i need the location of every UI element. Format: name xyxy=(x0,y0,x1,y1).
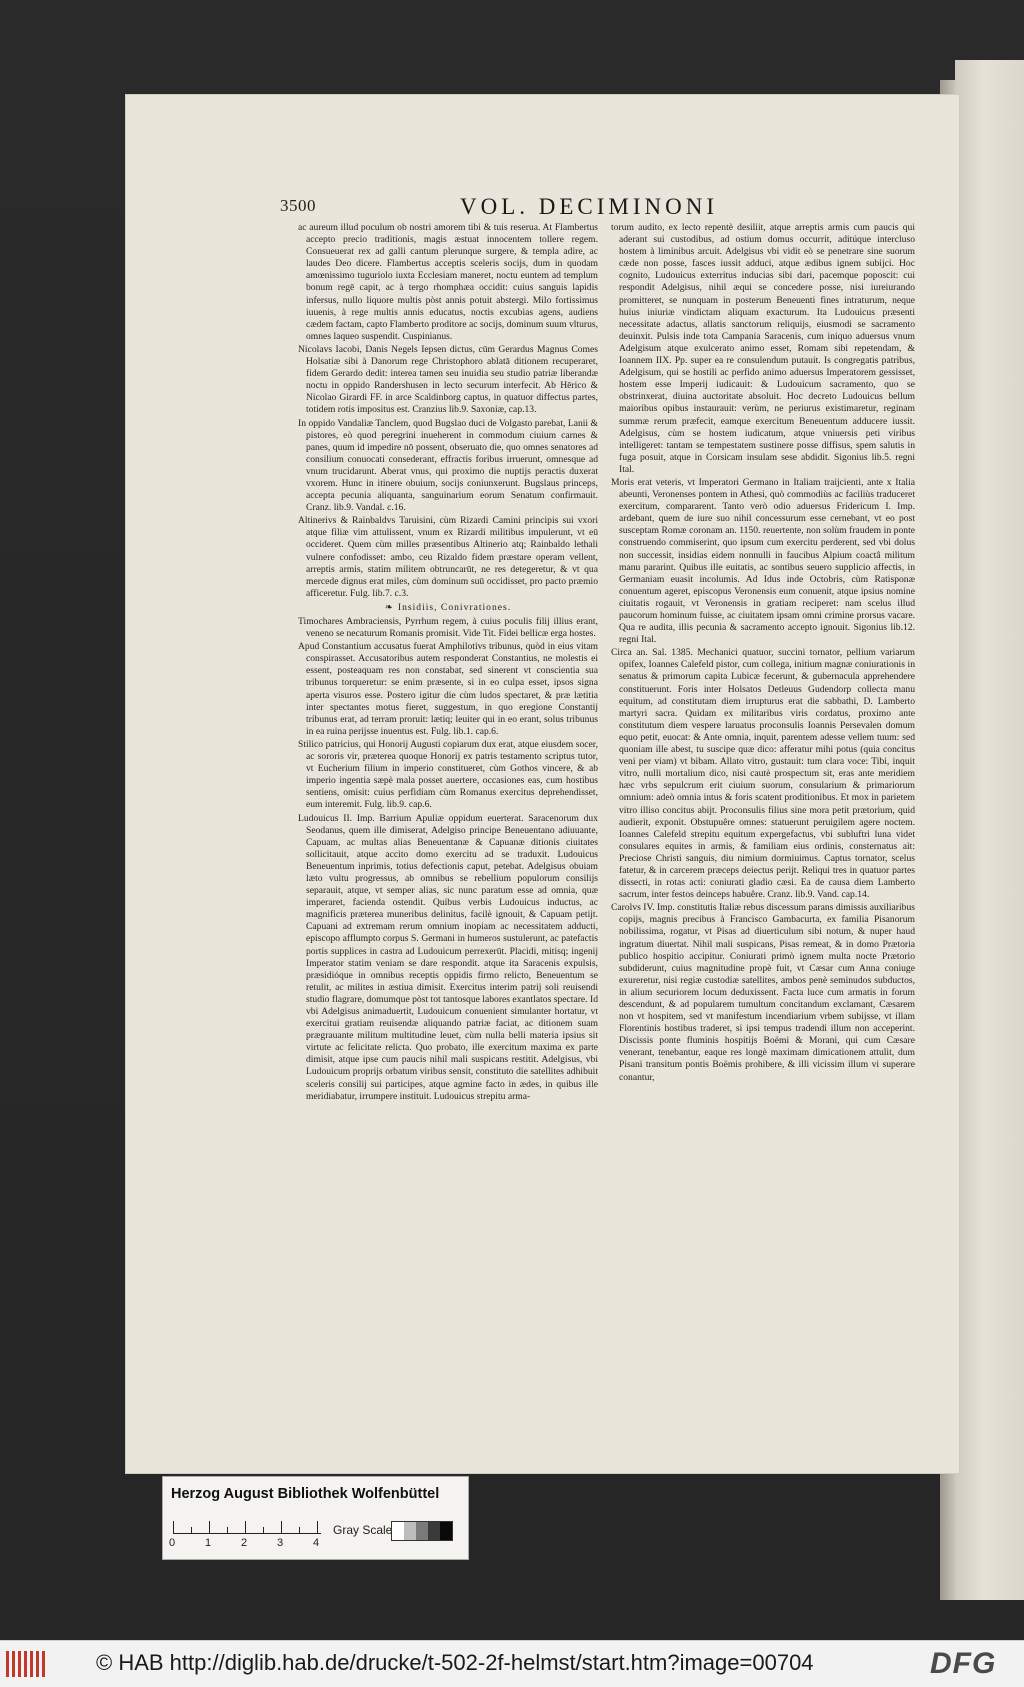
paragraph: Carolvs IV. Imp. constitutis Italiæ rebus discessum parans dimissis auxiliaribus copijs, magnis precibus à Francisco Gambacurta, ex familia Pisanorum nobilissima, rogatur, vt Pisas ad diuerticulum sibi notum, & nuper haud ingratum diuertat. Nihil mali suspicans, Pisas remeat, & in domo Prætoria publico hospitio accipitur. Coniurati primò ignem multa nocte Prætorio subdiderunt, cuius magnitudine propè fuit, vt Cæsar cum Anna coniuge exureretur, nisi regiæ custodiæ satellites, ambos penè seminudos subductos, in alium securiorem locum deduxissent. Facta luce cum armatis in forum descendunt, & ad popularem tumultum concitandum exclamant, Cæsarem non vt hospitem, sed vt manifestum incendiarium vrbem subijsse, vt illam Florentinis hostibus traderet, si ipsi tempus tradendi illum non acceperint. Discissis ponte fluminis hospitijs Boëmi & Morani, qui cum Cæsare venerant, tenebantur, eaque res longè maximam dimicationem attulit, dum Pisani transitum pontis Boëmis prohibere, & illi vicissim illum vi superare conantur, xyxy=(611,902,915,1083)
ruler-tick xyxy=(245,1521,246,1533)
paragraph: Timochares Ambraciensis, Pyrrhum regem, à cuius poculis filij illius erant, veneno se necaturum Romanis promisit. Vide Tit. Fidei bellicæ erga hostes. xyxy=(298,616,598,640)
gray-swatch xyxy=(392,1522,404,1540)
right-column xyxy=(611,222,915,1294)
page-header xyxy=(280,194,800,224)
paragraph: Apud Constantium accusatus fuerat Amphilotivs tribunus, quòd in eius vitam conspirasset. Accusatoribus autem responderat Constantius, ne molestis ei essent, posteaquam res non constabat, sed sinerent vt conscientia sua tribunus torqueretur: se enim præsente, si in eo culpa esset, ipsos signa aperta visuros esse. Postero igitur die cùm ludos spectaret, & præ lætitia inter spectantes motus fieret, suggestum, in quo eregione Constantij tribunus erat, ad terram proruit: lætiq; leuiter qui in eo erant, solus tribunus in ea ruina perijsse inuentus est. Fulg. lib.1. cap.6. xyxy=(298,641,598,737)
paragraph: ac aureum illud poculum ob nostri amorem tibi & tuis reserua. At Flambertus accepto precio traditionis, magis æstuat innocentem tollere regem. Consueuerat rex ad galli cantum plerunque surgere, & templa adire, ac laudes Deo dicere. Flambertus acceptis sceleris socijs, dum in quodam amœnissimo tuguriolo iuxta Ecclesiam maneret, noctu euntem ad templum bonum regē capit, ac à tergo rhomphæa occidit: cuius sanguis lapidis infersus, nullo liquore multis pòst annis potuit abstergi. Milo fortissimus iuuenis, à rege multis annis educatus, noctis excubias agens, audiens cædem factam, capto Flamberto proditore ac socijs, dominum suum vlturus, omnes laqueo suspendit. Cuspinianus. xyxy=(298,222,598,342)
ruler-tick xyxy=(281,1521,282,1533)
footer-url-link[interactable]: © HAB http://diglib.hab.de/drucke/t-502-2f-helmst/start.htm?image=00704 xyxy=(96,1650,814,1675)
library-name: Herzog August Bibliothek Wolfenbüttel xyxy=(171,1486,440,1502)
ruler-tick xyxy=(209,1521,210,1533)
facing-page xyxy=(955,60,1024,1600)
paragraph: In oppido Vandaliæ Tanclem, quod Bugslao duci de Volgasto parebat, Lanii & pistores, eò quod peregrini inueherent in commodum ciuium carnes & panes, quum id impedire nō possent, obseruato die, quo omnes senatores ad consilium conuocati consederant, effractis foribus irruerunt, omnesque ad vnum trucidarunt. Aberat vnus, qui proximo die nuptijs peractis duxerat vxorem. Hunc in itinere obuium, socijs coniunxerunt. Bugslaus princeps, accepta pecunia aliquanta, sanguinarium eorum Senatum confirmauit. Cranz. lib.9. Vandal. c.16. xyxy=(298,417,598,514)
paragraph: torum audito, ex lecto repentè desiliit, atque arreptis armis cum paucis qui aderant sui custodibus, ad ostium domus occurrit, aditúque intercluso hostem à liminibus arcuit. Adelgisus vbi vidit eò se penetrare sine suorum cæde non posse, fasces iussit adduci, atque ædibus ignem subijci. Hoc cognito, Ludouicus exterritus inducias sibi dari, pacemque poposcit: cui respondit Adelgisus, nihil æqui se concedere posse, nisi iureiurando promitteret, se nunquam in posterum Beneuenti fines intraturum, neque huius iniuriæ vindictam aliquam exacturum. Ita Ludouicus præsenti necessitate adactus, allatis sanctorum reliquijs, eiusmodi se sacramento deuinxit. Pulsis inde tota Campania Saracenis, cum iniquo aduersus vnum Adelgisum atque exulcerato animo esset, Romam sibi repetendam, & Ioannem IIX. Pp. super ea re consulendum putauit. Is congregatis patribus, Adelgisum, qui se hostili ac perfido animo aduersus Imperatorem gessisset, hostem esse Imperij iudicauit: & Ludouicum sacramento, quo se obstrinxerat, diuina auctoritate absoluit. Hoc decreto Ludouicus bellum maioribus opibus instaurauit: verùm, ne periurus existimaretur, reginam summæ rerum præfecit, eamque exercitum Beneuentum adducere iussit. Adelgisus, cùm se hostem iudicatum, atque vniuersis peti viribus intelligeret: tantam se tempestatem sustinere posse diffisus, spem salutis in fuga posuit, atque in Corsicam insulam sese abdidit. Sigonius lib.5. regni Ital. xyxy=(611,222,915,475)
page-number: 3500 xyxy=(280,196,316,215)
gray-swatch xyxy=(404,1522,416,1540)
ruler-tick xyxy=(317,1521,318,1533)
ruler-numbers xyxy=(169,1537,329,1553)
paragraph: Nicolavs Iacobi, Danis Negels Iepsen dictus, cūm Gerardus Magnus Comes Holsatiæ sibi à Danorum rege Christophoro ablatā ditionem recuperaret, fidem Gerardo dedit: interea tamen seu inuidia seu studio patriæ liberandæ noctu in oppido Randershusen in lecto securum interfecit. Ab Hērico & Nicolao Girardi FF. in arce Scaldinborg captus, in quatuor diffectus partes, totidem rotis impositus est. Cranzius lib.9. Saxoniæ, cap.13. xyxy=(298,343,598,416)
dfg-logo: DFG xyxy=(930,1647,997,1680)
section-subheading-text: Insidiis, Conivrationes. xyxy=(397,601,512,613)
paragraph: Circa an. Sal. 1385. Mechanici quatuor, succini tornator, pellium variarum opifex, Ioannes Calefeld pistor, cum collega, initium magnæ coniurationis in senatus & primorum capita Lubicæ fecerunt, & gubernacula apprehendere constituerunt. Foris inter Holsatos Detleuus Gudendorp collecta manu equitum, ad constitutam diem irrupturus erat die sabbathi, D. Lamberto martyri sacra. Quidam ex militaribus viris cordatus, proximo ante constitutum diem vespere laruatus proconsulis Ioannis Persevalen domum equo petit, euocat: & Ante omnia, inquit, parentem adesse vellem tuum: sed quoniam ille abest, tu suscipe quæ dico: afferatur mihi potus (quia concitus veni per viam) vt bibam. Allato vitro, gustauit: tum clara voce: Tibi, inquit vitro, nulli mortalium dico, nisi cautè prospectum sit, eras ante meridiem hæc vrbs sepulcrum erit ciuium suorum, consularium & primariorum omnium: adeò omnia intus & foris scatent proditionibus. Et mox in parietem vitro illiso concitus abijt. Proconsulis filius sine mora petit prætorium, quid audierit, exponit. Obstupuêre omnes: statuerunt peruigilem agere noctem. Ioannes Calefeld strepitu equitum expergefactus, vbi subluftri luna videt consulares equites in armis, & familiam eius ordinis, consternatus ait: Preciose Christi sanguis, diu nimium dormiuimus. Captus tornator, scelus fatetur, & in carcerem præceps deiectus perijt. Reliqui tres in quatuor partes dissecti, in rotas acti: coniurati gladio cæsi. Ea de causa diem Lamberto sacrum, inter festos deinceps habuêre. Cranz. lib.9. Vand. cap.14. xyxy=(611,647,915,901)
ruler-tick xyxy=(227,1527,228,1533)
paragraph: Stilico patricius, qui Honorij Augusti copiarum dux erat, atque eiusdem socer, ac sororis vir, præterea quoque Honorij ex patris testamento scriptus tutor, vt Eucherium filium in imperio constitueret, cùm Gothos vincere, & ab imperio ingentia sæpè mala posset auertere, occasiones eas, cum hostibus sentiens, omisit: cuius perfidiam cùm Romanus exercitus deprehendisset, eum interemit. Fulg. lib.9. cap.6. xyxy=(298,738,598,811)
gray-scale-label: Gray Scale xyxy=(333,1523,393,1537)
ruler-tick xyxy=(173,1521,174,1533)
ruler-number: 0 xyxy=(169,1537,176,1549)
library-label xyxy=(162,1476,469,1560)
ruler-tick xyxy=(263,1527,264,1533)
ruler xyxy=(173,1521,321,1534)
fleuron-icon: ❧ xyxy=(384,601,394,613)
ruler-number: 1 xyxy=(205,1537,212,1549)
ruler-tick xyxy=(191,1527,192,1533)
paragraph: Ludouicus II. Imp. Barrium Apuliæ oppidum euerterat. Saracenorum dux Seodanus, quem ille dimiserat, Adelgiso principe Beneuentano adiuuante, Capuam, ac multas alias Beneuentanæ & Capuanæ ditionis ciuitates sollicitauit, atque accito domo exercitu ad se traduxit. Ludouicus Beneuentum inprimis, totius defectionis caput, petebat. Adelgisus obuiam læto vultu progressus, ab omnibus se rebellium populorum consilijs separauit, atque, vt semper alias, sic nunc paratum esse ad omnia, quæ imperaret, facienda ostendit. Quibus verbis Ludouicus inductus, ac magnificis præterea muneribus delinitus, facilè ignouit, & Capuam petijt. Capuani ad extremam rerum omnium inopiam ac necessitatem adducti, episcopo afflumpto corpus S. Germani in humeros sustulerunt, ac patefactis portis supplices in castra ad Ludouicum perrexerūt. Placidi, mitisq; ingenij Imperator statim veniam se dare respondit. atque ita Saracenis expulsis, præsidióque in omnibus receptis oppidis firmo relicto, Beneuentum se retulit, ac milites in æstiua dimisit. Exercitus interim patrij soli reuisendi studio flagrare, domumque pòst tot tantosque labores exantlatos spectare. Id vbi Adelgisus animaduertit, Ludouicum conuenient simulanter hortatur, vt exercitui gratiam reuisendæ aliquando patriæ faciat, ac ditionem suam prægrauante militum multitudine leuet, cùm nulla belli materia ipsius sit virtute ac felicitate relicta. Quo probato, ille exercitum maxima ex parte dimisit, atque ipse cum paucis nihil mali suspicans restitit. Adelgisus, vbi Ludouicum proprijs orbatum viribus sensit, constituto die satellites adhibuit sceleris consilij sui participes, atque agmine facto in ædes, in quibus ille meridiabatur, irrumpere instituit. Ludouicus strepitu arma- xyxy=(298,812,598,1102)
ruler-number: 3 xyxy=(277,1537,284,1549)
ruler-tick xyxy=(299,1527,300,1533)
paragraph: Moris erat veteris, vt Imperatori Germano in Italiam traijcienti, ante x Italia abeunti, Veronenses pontem in Athesi, quò commodiùs ac faciliùs traduceret exercitum, compararent. Tanto verò odio aduersus Fridericum I. Imp. ardebant, quem de iure suo nihil concessurum esse cernebant, vt eo post susceptam Romæ coronam an. 1150. reuertente, non solùm fraudem in ponte construendo commiserint, quo ipsum cum exercitu perderent, sed vbi dolus non successit, insidias eidem nonnulli in faucibus Alpium coactâ militum manu pararint. Quibus ille euitatis, ac sontibus seuero supplicio affectis, in Germaniam euasit incolumis. Ad Idus inde Octobris, cùm Ratisponæ conuentum ageret, episcopus Veronensis eum conuenit, atque ipsius nomine ciuitatis rogauit, vt Veronensis in gratiam reciperet: nam scelus illud paucorum hominum fuisse, ac ciuitatem ipsam omni crimine prorsus vacare. Qua re audita, illis pecunia & sacramento accepto ignouit. Sigonius lib.12. regni Ital. xyxy=(611,476,915,646)
gray-swatch xyxy=(428,1522,440,1540)
gray-swatch xyxy=(440,1522,452,1540)
left-column xyxy=(298,222,598,1280)
gray-swatch xyxy=(416,1522,428,1540)
hab-logo-icon xyxy=(6,1649,48,1679)
gray-scale-strip xyxy=(391,1521,453,1541)
section-subheading xyxy=(298,602,598,614)
ruler-number: 4 xyxy=(313,1537,320,1549)
running-head: VOL. DECIMINONI xyxy=(460,194,719,219)
ruler-number: 2 xyxy=(241,1537,248,1549)
paragraph: Altinerivs & Rainbaldvs Taruisini, cùm Rizardi Camini principis sui vxori atque filiæ vim attulissent, vnum ex Rizardi militibus impulerunt, vt eū occideret. Quem cùm milles præsentibus Altinerio atq; Rainbaldo lethali vulnere confodisset: ambo, ceu Rizaldo fidem præstare operam vellent, arreptis armis, statim militem obtruncarūt, ne res detegeretur, & vt qua mercede dignus erat miles, cùm dominum suū occidisset, pro pacto præmio afficeretur. Fulg. lib.7. c.3. xyxy=(298,515,598,599)
viewer-footer xyxy=(0,1640,1024,1687)
